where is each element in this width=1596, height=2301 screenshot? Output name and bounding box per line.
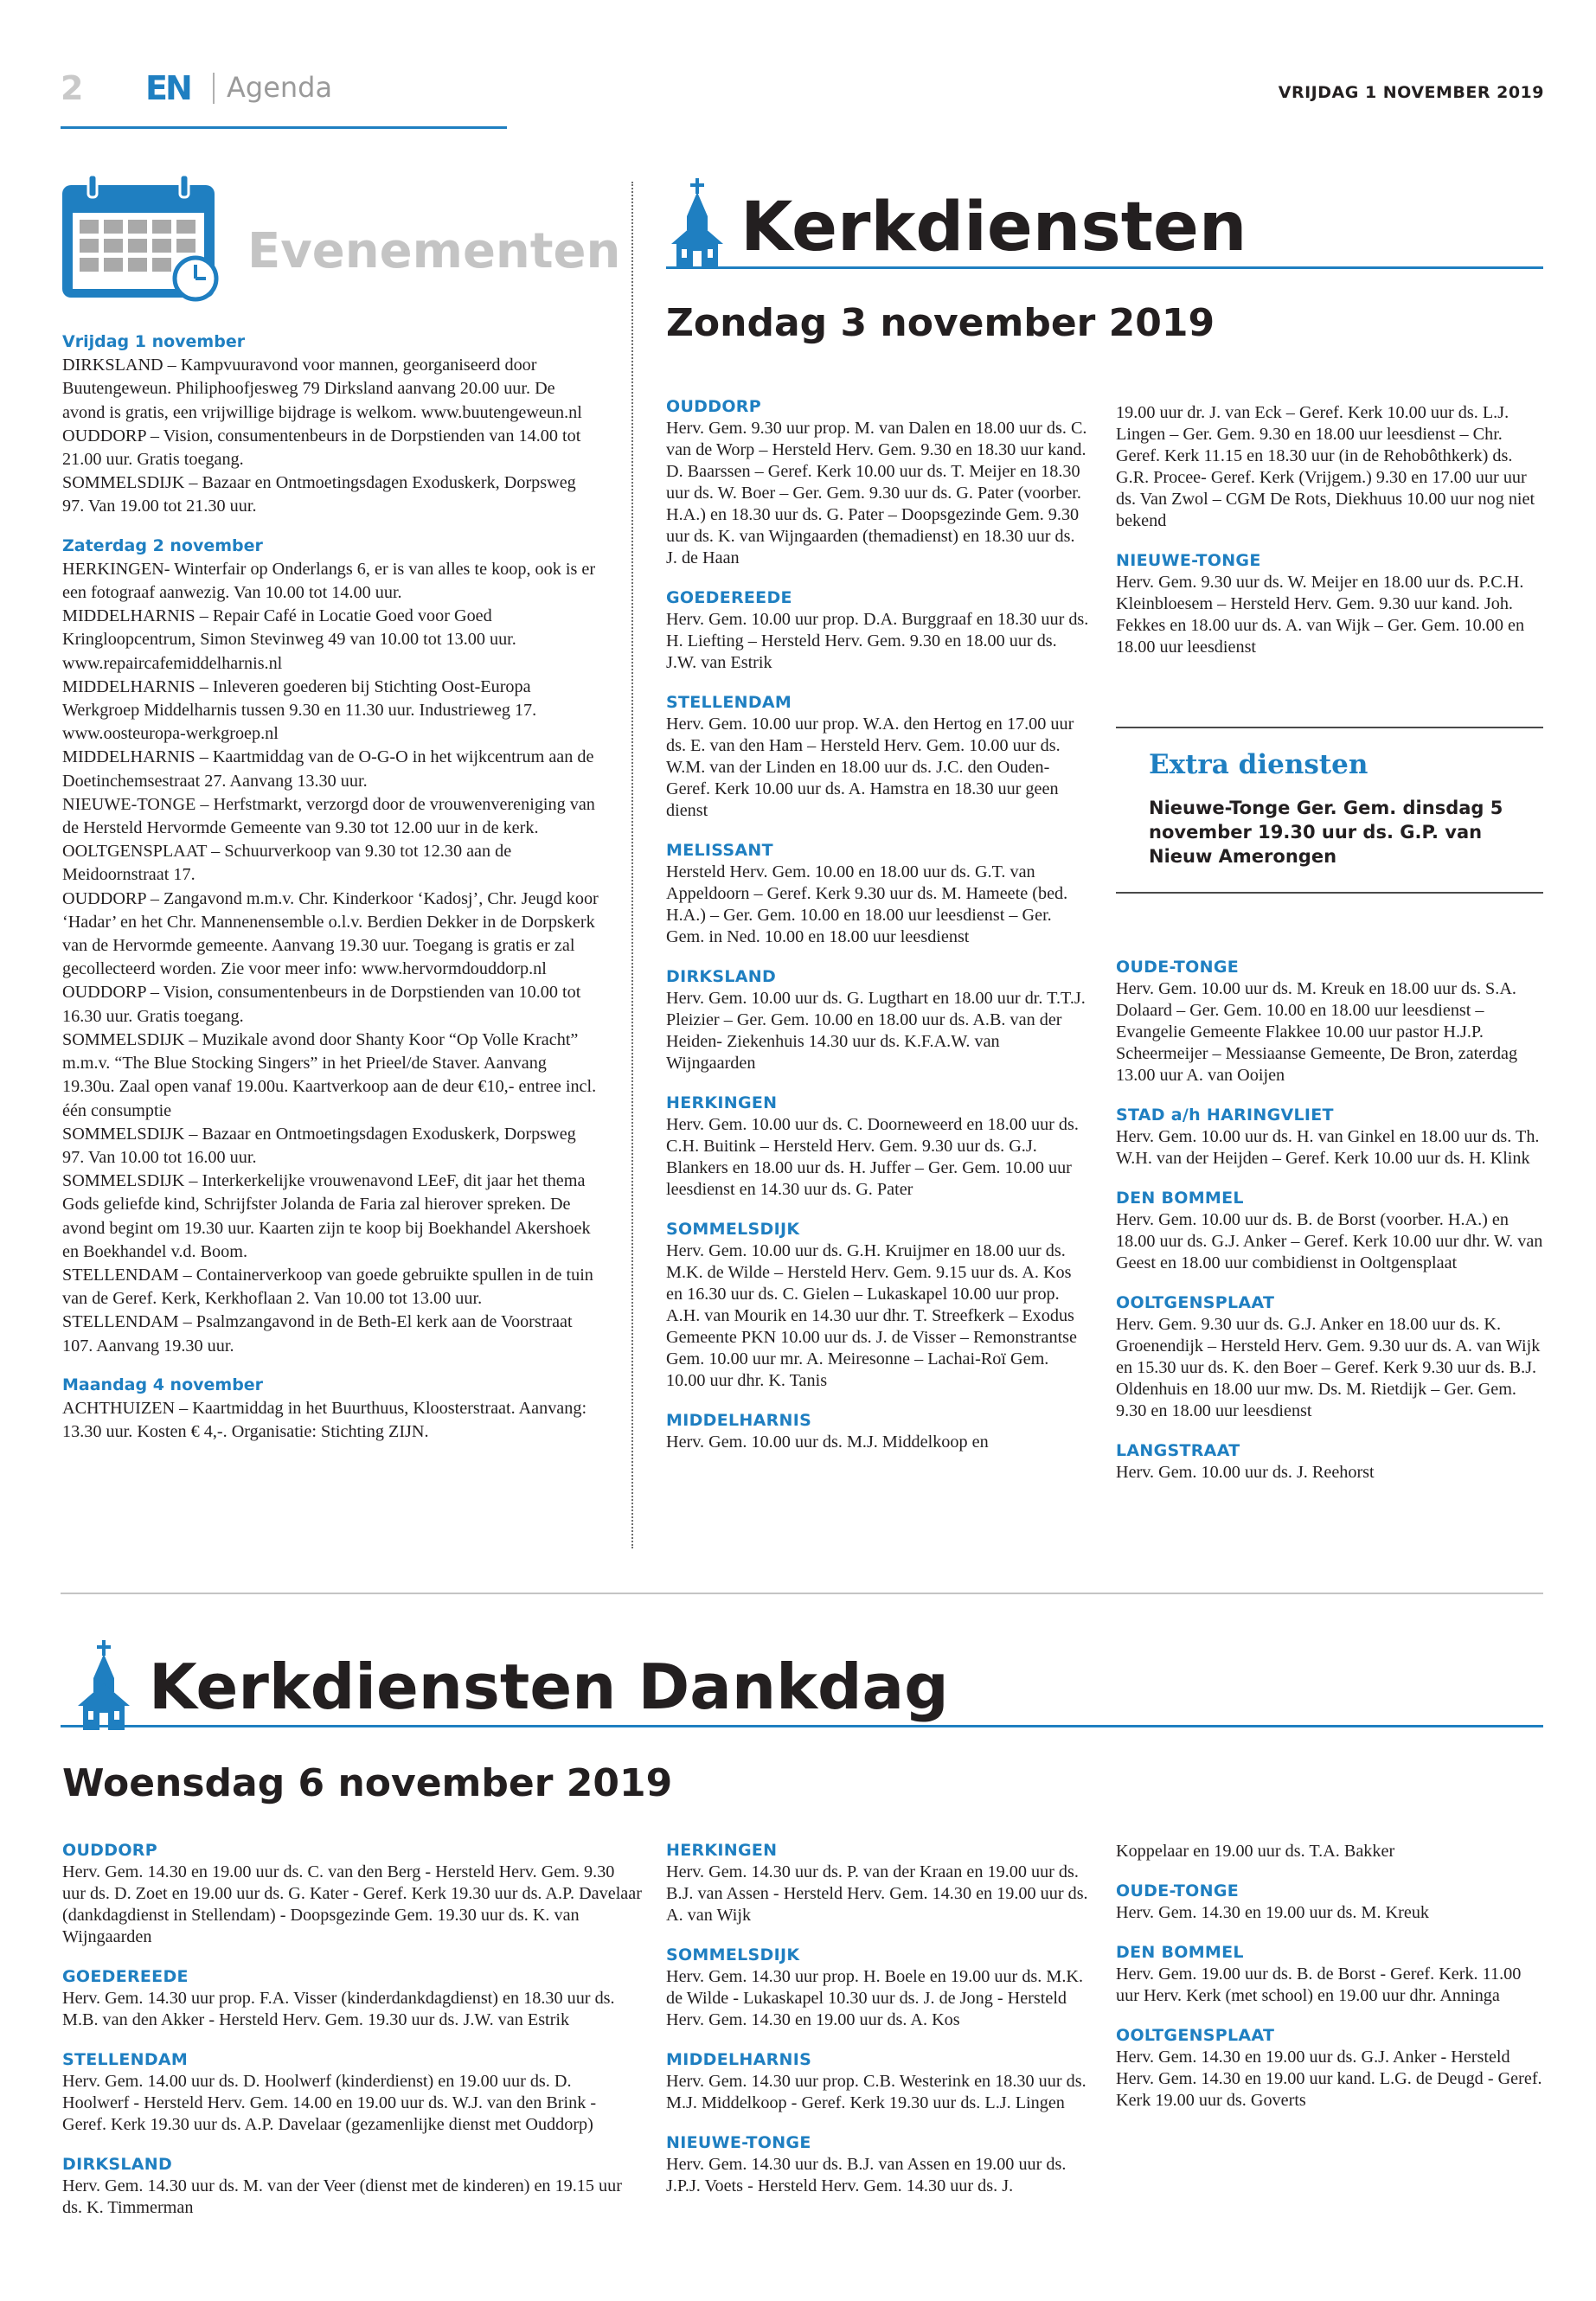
issue-date: VRIJDAG 1 NOVEMBER 2019 <box>1278 83 1544 102</box>
event-item: OUDDORP – Zangavond m.m.v. Chr. Kinderkoor ‘Kadosj’, Chr. Jeugd koor ‘Hadar’ en het Chr. Mannenensemble o.l.v. Berdien Dekker in de Dorpskerk van de Hervormde gemeente. Aanvang 19.30 uur. Toegang is gratis er zal gecollecteerd worden. Zie voor meer info: www.hervormdouddorp.nl <box>62 888 599 979</box>
event-item: ACHTHUIZEN – Kaartmiddag in het Buurthuus, Kloosterstraat. Aanvang: 13.30 uur. Kosten € 4,-. Organisatie: Stichting ZIJN. <box>62 1398 587 1442</box>
service-text: Herv. Gem. 9.30 uur ds. W. Meijer en 18.00 uur ds. P.C.H. Kleinbloesem – Hersteld Herv. Gem. 9.30 uur kand. Joh. Fekkes en 18.00 uur ds. A. van Wijk – Ger. Gem. 10.00 en 18.00 uur leesdienst <box>1116 573 1525 657</box>
dankdag-column-3 <box>1116 1841 1545 2112</box>
place-heading: DIRKSLAND <box>62 2155 173 2174</box>
service-text: Herv. Gem. 10.00 uur ds. B. de Borst (voorber. H.A.) en 18.00 uur ds. G.J. Anker – Geref. Kerk 10.00 uur dhr. W. van Geest en 18.00 uur combidienst in Ooltgensplaat <box>1116 1210 1543 1272</box>
day-heading: Vrijdag 1 november <box>62 332 246 351</box>
page-number: 2 <box>61 69 84 107</box>
kerkdiensten-date: Zondag 3 november 2019 <box>666 301 1215 345</box>
place-heading: OOLTGENSPLAAT <box>1116 1293 1275 1312</box>
service-text: Herv. Gem. 10.00 uur ds. C. Doorneweerd en 18.00 uur ds. C.H. Buitink – Hersteld Herv. Gem. 9.30 uur ds. G.J. Blankers en 18.00 uur ds. H. Juffer – Ger. Gem. 10.00 uur leesdienst en 14.30 uur ds. G. Pater <box>666 1115 1079 1199</box>
event-item: DIRKSLAND – Kampvuuravond voor mannen, georganiseerd door Buutengeweun. Philiphoofjesweg 79 Dirksland aanvang 20.00 uur. De avond is gratis, een vrijwillige bijdrage is welkom. www.buutengeweun.nl <box>62 356 582 422</box>
place-heading: OUDDORP <box>62 1841 157 1860</box>
kerkdiensten-title: Kerkdiensten <box>740 189 1247 266</box>
day-heading: Maandag 4 november <box>62 1375 264 1394</box>
place-heading: MELISSANT <box>666 841 773 860</box>
place-heading: GOEDEREEDE <box>666 588 792 607</box>
service-text: Herv. Gem. 9.30 uur ds. G.J. Anker en 18.00 uur ds. K. Groenendijk – Hersteld Herv. Gem. 9.30 uur ds. A. van Wijk en 15.30 uur ds. K. den Boer – Geref. Kerk 9.30 uur ds. B.J. Oldenhuis en 18.00 uur mw. Ds. M. Rietdijk – Ger. Gem. 9.30 en 18.00 uur leesdienst <box>1116 1315 1541 1420</box>
logo-separator <box>213 73 215 104</box>
service-text: Herv. Gem. 14.30 en 19.00 uur ds. G.J. Anker - Hersteld Herv. Gem. 14.30 en 19.00 uur kand. L.G. de Deugd - Geref. Kerk 19.00 uur ds. Goverts <box>1116 2048 1542 2110</box>
place-heading: SOMMELSDIJK <box>666 1945 800 1965</box>
service-text: Herv. Gem. 10.00 uur ds. M. Kreuk en 18.00 uur ds. S.A. Dolaard – Ger. Gem. 10.00 en 18.00 uur leesdienst – Evangelie Gemeente Flakkee 10.00 uur pastor H.J.P. Scheermeijer – Messiaanse Gemeente, De Bron, zaterdag 13.00 uur A. van Ooijen <box>1116 979 1518 1085</box>
service-text: 19.00 uur dr. J. van Eck – Geref. Kerk 10.00 uur ds. L.J. Lingen – Ger. Gem. 9.30 en 18.00 uur leesdienst – Chr. Geref. Kerk 11.15 en 18.30 uur (in de Rehobôthkerk) ds. G.R. Procee- Geref. Kerk (Vrijgem.) 9.30 en 17.00 uur uur ds. Van Zwol – CGM De Rots, Diekhuus 10.00 uur nog niet bekend <box>1116 403 1535 530</box>
event-item: MIDDELHARNIS – Inleveren goederen bij Stichting Oost-Europa Werkgroep Middelharnis tussen 9.30 en 11.30 uur. Industrieweg 17. www.oosteuropa-werkgroep.nl <box>62 676 537 744</box>
event-item: MIDDELHARNIS – Kaartmiddag van de O-G-O in het wijkcentrum aan de Doetinchemsestraat 27. Aanvang 13.30 uur. <box>62 747 594 791</box>
service-text: Herv. Gem. 19.00 uur ds. B. de Borst - Geref. Kerk. 11.00 uur Herv. Kerk (met school) en 19.00 uur dhr. Anninga <box>1116 1965 1522 2005</box>
extra-box-bottom-rule <box>1116 892 1543 894</box>
place-heading: MIDDELHARNIS <box>666 2050 812 2069</box>
place-heading: OUDDORP <box>666 397 761 416</box>
evenementen-list <box>62 330 599 1444</box>
place-heading: OUDE-TONGE <box>1116 1881 1240 1900</box>
services-column-1 <box>666 396 1090 1453</box>
service-text: Herv. Gem. 14.30 en 19.00 uur ds. M. Kreuk <box>1116 1903 1430 1922</box>
service-text: Hersteld Herv. Gem. 10.00 en 18.00 uur ds. G.T. van Appeldoorn – Geref. Kerk 9.30 uur ds. M. Hameete (bed. H.A.) – Ger. Gem. 10.00 en 18.00 uur leesdienst – Ger. Gem. in Ned. 10.00 en 18.00 uur leesdienst <box>666 862 1068 946</box>
place-heading: NIEUWE-TONGE <box>666 2133 811 2152</box>
place-heading: HERKINGEN <box>666 1841 778 1860</box>
column-divider <box>631 182 633 1548</box>
kerkdiensten-rule <box>666 266 1543 269</box>
event-item: SOMMELSDIJK – Bazaar en Ontmoetingsdagen Exoduskerk, Dorpsweg 97. Van 10.00 tot 16.00 uur. <box>62 1124 576 1167</box>
event-item: OUDDORP – Vision, consumentenbeurs in de Dorpstienden van 10.00 tot 16.30 uur. Gratis toegang. <box>62 983 581 1026</box>
place-heading: NIEUWE-TONGE <box>1116 551 1261 570</box>
place-heading: DIRKSLAND <box>666 967 777 986</box>
service-text: Herv. Gem. 10.00 uur ds. J. Reehorst <box>1116 1463 1375 1482</box>
service-text: Herv. Gem. 10.00 uur ds. G.H. Kruijmer en 18.00 uur ds. M.K. de Wilde – Hersteld Herv. Gem. 9.15 uur ds. A. Kos en 16.30 uur ds. C. Gielen – Lukaskapel 10.00 uur prop. A.H. van Mourik en 14.30 uur dhr. T. Streefkerk – Exodus Gemeente PKN 10.00 uur ds. J. de Visser – Remonstrantse Gem. 10.00 uur mr. A. Meiresonne – Lachai-Roï Gem. 10.00 uur dhr. K. Tanis <box>666 1241 1077 1390</box>
service-text: Herv. Gem. 14.30 en 19.00 uur ds. C. van den Berg - Hersteld Herv. Gem. 9.30 uur ds. D. Zoet en 19.00 uur ds. G. Kater - Geref. Kerk 19.30 uur ds. A.P. Davelaar (dankdagdienst in Stellendam) - Doopsgezinde Gem. 19.30 uur ds. K. van Wijngaarden <box>62 1862 642 1946</box>
dankdag-column-2 <box>666 1840 1090 2197</box>
place-heading: DEN BOMMEL <box>1116 1943 1244 1962</box>
event-item: MIDDELHARNIS – Repair Café in Locatie Goed voor Goed Kringloopcentrum, Simon Stevinweg 49 van 10.00 tot 13.00 uur. www.repaircafemiddelharnis.nl <box>62 606 516 673</box>
service-text: Herv. Gem. 14.30 uur ds. B.J. van Assen en 19.00 uur ds. J.P.J. Voets - Hersteld Herv. Gem. 14.30 uur ds. J. <box>666 2155 1067 2195</box>
place-heading: STAD a/h HARINGVLIET <box>1116 1106 1334 1125</box>
event-item: HERKINGEN- Winterfair op Onderlangs 6, er is van alles te koop, ook is er een fotograaf aanwezig. Van 10.00 tot 14.00 uur. <box>62 559 596 603</box>
place-heading: DEN BOMMEL <box>1116 1189 1244 1208</box>
dankdag-rule <box>61 1725 1543 1727</box>
place-heading: OUDE-TONGE <box>1116 958 1240 977</box>
service-text: Herv. Gem. 14.30 uur prop. C.B. Westerink en 18.30 uur ds. M.J. Middelkoop - Geref. Kerk 19.30 uur ds. L.J. Lingen <box>666 2072 1086 2112</box>
church-icon <box>670 178 725 268</box>
service-text: Herv. Gem. 14.30 uur ds. P. van der Kraan en 19.00 uur ds. B.J. van Assen - Hersteld Herv. Gem. 14.30 en 19.00 uur ds. A. van Wijk <box>666 1862 1088 1925</box>
event-item: SOMMELSDIJK – Interkerkelijke vrouwenavond LEeF, dit jaar het thema Gods geliefde kind, Schrijfster Jolanda de Faria zal hierover spreken. De avond begint om 19.30 uur. Kaarten zijn te koop bij Boekhandel Akershoek en Boekhandel v.d. Boom. <box>62 1171 591 1261</box>
service-text: Herv. Gem. 10.00 uur ds. M.J. Middelkoop en <box>666 1433 989 1452</box>
service-text: Herv. Gem. 10.00 uur prop. D.A. Burggraaf en 18.30 uur ds. H. Liefting – Hersteld Herv. Gem. 9.30 en 18.00 uur ds. J.W. van Estrik <box>666 610 1089 672</box>
extra-diensten-title: Extra diensten <box>1149 749 1368 780</box>
place-heading: STELLENDAM <box>62 2050 189 2069</box>
event-item: SOMMELSDIJK – Bazaar en Ontmoetingsdagen Exoduskerk, Dorpsweg 97. Van 19.00 tot 21.30 uur. <box>62 473 576 516</box>
service-text: Herv. Gem. 14.30 uur ds. M. van der Veer (dienst met de kinderen) en 19.15 uur ds. K. Timmerman <box>62 2176 622 2217</box>
services-column-2-bottom <box>1116 957 1545 1484</box>
extra-box-top-rule <box>1116 727 1543 728</box>
service-text: Koppelaar en 19.00 uur ds. T.A. Bakker <box>1116 1842 1395 1861</box>
dankdag-date: Woensdag 6 november 2019 <box>62 1761 673 1805</box>
event-item: STELLENDAM – Psalmzangavond in de Beth-El kerk aan de Voorstraat 107. Aanvang 19.30 uur. <box>62 1312 573 1356</box>
service-text: Herv. Gem. 14.00 uur ds. D. Hoolwerf (kinderdienst) en 19.00 uur ds. D. Hoolwerf - Hersteld Herv. Gem. 14.00 en 19.00 uur ds. W.J. van den Brink - Geref. Kerk 19.30 uur ds. A.P. Davelaar (gezamenlijke dienst met Ouddorp) <box>62 2072 597 2134</box>
section-title: Agenda <box>227 71 333 104</box>
place-heading: OOLTGENSPLAAT <box>1116 2026 1275 2045</box>
place-heading: GOEDEREEDE <box>62 1967 189 1986</box>
services-column-2-top <box>1116 402 1545 658</box>
evenementen-title: Evenementen <box>247 223 621 279</box>
event-item: OUDDORP – Vision, consumentenbeurs in de Dorpstienden van 14.00 tot 21.00 uur. Gratis toegang. <box>62 426 581 470</box>
service-text: Herv. Gem. 10.00 uur ds. G. Lugthart en 18.00 uur dr. T.T.J. Pleizier – Ger. Gem. 10.00 en 18.00 uur ds. A.B. van der Heiden- Ziekenhuis 14.30 uur ds. K.F.A.W. van Wijngaarden <box>666 989 1086 1073</box>
event-item: OOLTGENSPLAAT – Schuurverkoop van 9.30 tot 12.30 aan de Meidoornstraat 17. <box>62 842 512 885</box>
place-heading: SOMMELSDIJK <box>666 1220 800 1239</box>
event-item: NIEUWE-TONGE – Herfstmarkt, verzorgd door de vrouwenvereniging van de Hersteld Hervormde Gemeente van 9.30 tot 12.00 uur in de kerk. <box>62 794 595 838</box>
service-text: Herv. Gem. 10.00 uur prop. W.A. den Hertog en 17.00 uur ds. E. van den Ham – Hersteld Herv. Gem. 10.00 uur ds. W.M. van der Linden en 18.00 uur ds. J.C. den Ouden- Geref. Kerk 10.00 uur ds. A. Hamstra en 18.30 uur geen dienst <box>666 715 1074 820</box>
place-heading: STELLENDAM <box>666 693 792 712</box>
service-text: Herv. Gem. 14.30 uur prop. F.A. Visser (kinderdankdagdienst) en 18.30 uur ds. M.B. van den Akker - Hersteld Herv. Gem. 19.30 uur ds. J.W. van Estrik <box>62 1989 615 2029</box>
section-divider <box>61 1593 1543 1594</box>
day-heading: Zaterdag 2 november <box>62 535 263 555</box>
calendar-icon <box>61 173 225 303</box>
place-heading: MIDDELHARNIS <box>666 1411 812 1430</box>
service-text: Herv. Gem. 9.30 uur prop. M. van Dalen en 18.00 uur ds. C. van de Worp – Hersteld Herv. Gem. 9.30 en 18.30 uur kand. D. Baarssen – Geref. Kerk 10.00 uur ds. T. Meijer en 18.30 uur ds. W. Boer – Ger. Gem. 9.30 uur ds. G. Pater (voorber. H.A.) en 18.30 uur ds. G. Pater – Doopsgezinde Gem. 9.30 uur ds. K. van Wijngaarden (themadienst) en 18.30 uur ds. J. de Haan <box>666 419 1087 567</box>
header-rule <box>61 126 507 129</box>
place-heading: LANGSTRAAT <box>1116 1441 1240 1460</box>
newspaper-logo: EN <box>145 69 190 107</box>
place-heading: HERKINGEN <box>666 1093 778 1112</box>
dankdag-title: Kerkdiensten Dankdag <box>149 1650 949 1723</box>
service-text: Herv. Gem. 10.00 uur ds. H. van Ginkel en 18.00 uur ds. Th. W.H. van der Heijden – Geref. Kerk 10.00 uur ds. H. Klink <box>1116 1127 1540 1168</box>
dankdag-column-1 <box>62 1840 642 2219</box>
service-text: Herv. Gem. 14.30 uur prop. H. Boele en 19.00 uur ds. M.K. de Wilde - Lukaskapel 10.30 uur ds. J. de Jong - Hersteld Herv. Gem. 14.30 en 19.00 uur ds. A. Kos <box>666 1967 1083 2029</box>
event-item: SOMMELSDIJK – Muzikale avond door Shanty Koor “Op Volle Kracht” m.m.v. “The Blue Stocking Singers” in het Prieel/de Staver. Aanvang 19.30u. Zaal open vanaf 19.00u. Kaartverkoop aan de deur €10,- entree incl. één consumptie <box>62 1029 597 1120</box>
extra-diensten-text: Nieuwe-Tonge Ger. Gem. dinsdag 5 november 19.30 uur ds. G.P. van Nieuw Amerongen <box>1149 798 1503 867</box>
church-icon <box>76 1640 131 1730</box>
event-item: STELLENDAM – Containerverkoop van goede gebruikte spullen in de tuin van de Geref. Kerk, Kerkhoflaan 2. Van 10.00 tot 13.00 uur. <box>62 1265 593 1309</box>
